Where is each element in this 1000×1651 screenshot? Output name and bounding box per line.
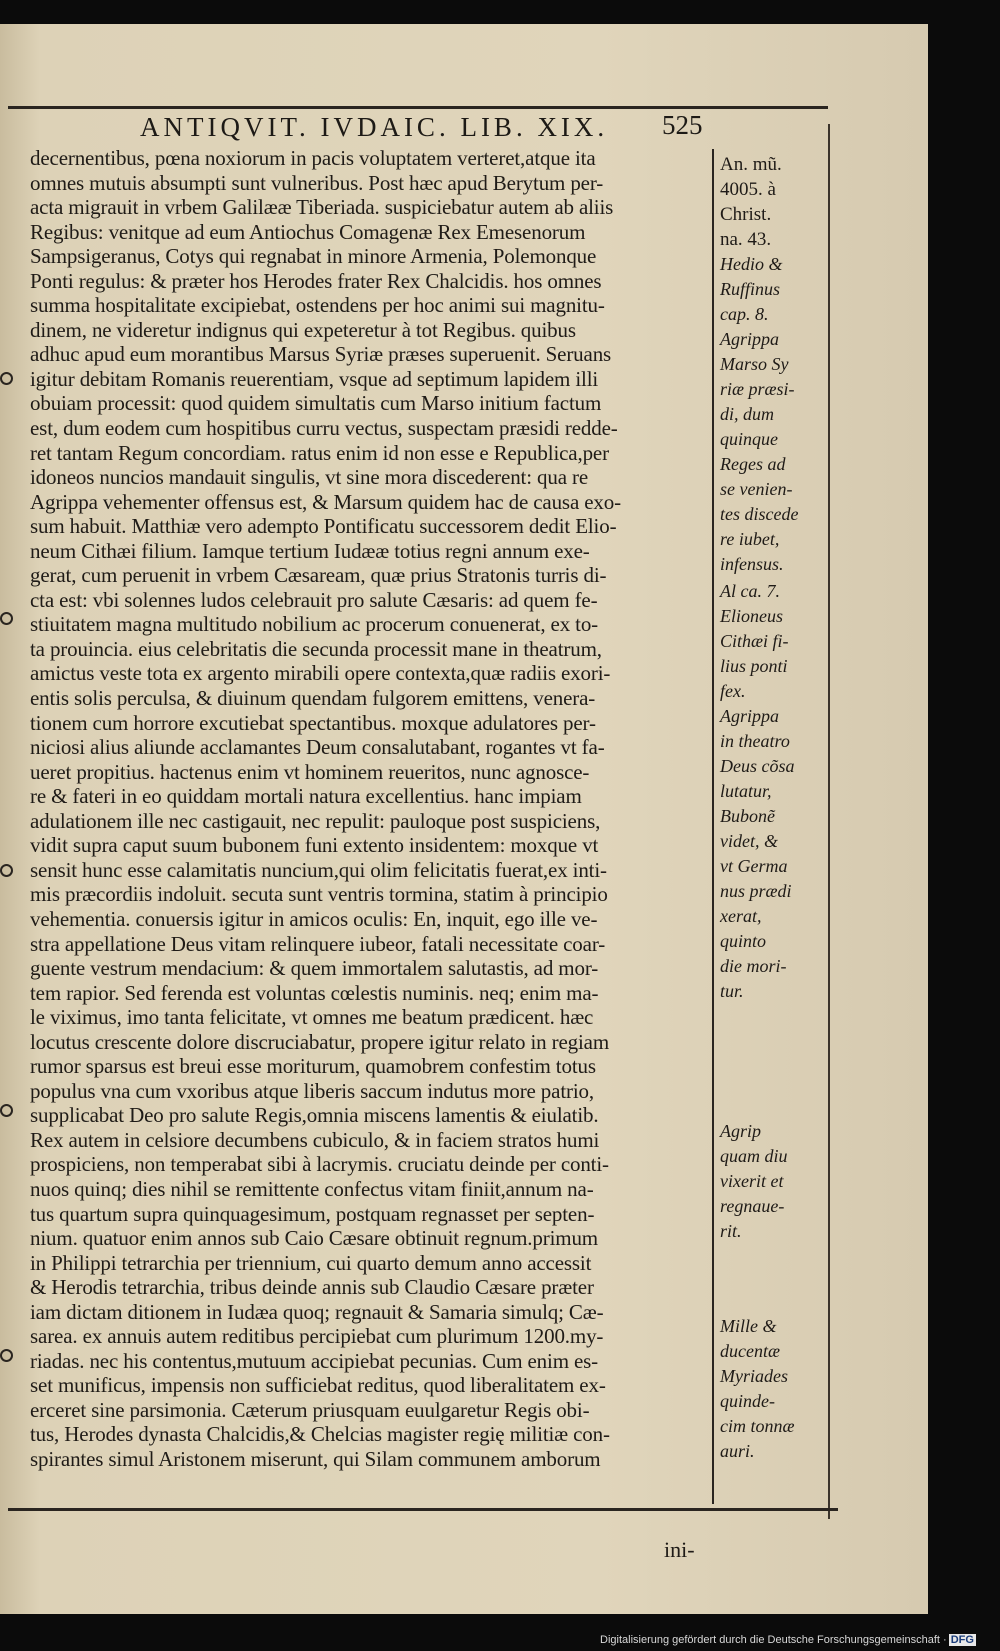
binding-hole-icon bbox=[0, 1349, 13, 1362]
text-line: Rex autem in celsiore decumbens cubiculo, & in faciem stratos humi bbox=[30, 1127, 600, 1152]
margin-line: Marso Sy bbox=[720, 354, 789, 374]
margin-line: tur. bbox=[720, 981, 744, 1001]
book-page bbox=[0, 24, 928, 1614]
margin-line: rit. bbox=[720, 1221, 742, 1241]
main-text-column bbox=[30, 146, 710, 1472]
text-line: neum Cithæi filium. Iamque tertium Iudææ totius regni annum exe- bbox=[30, 538, 590, 563]
text-line: vidit supra caput suum bubonem funi extento insidentem: moxque vt bbox=[30, 833, 599, 858]
margin-line: Myriades bbox=[720, 1366, 788, 1386]
margin-line: Mille & bbox=[720, 1316, 777, 1336]
margin-note-sources bbox=[720, 252, 826, 327]
text-line: re & fateri in eo quiddam mortali natura excellentius. hanc impiam bbox=[30, 784, 582, 809]
text-line: Sampsigeranus, Cotys qui regnabat in minore Armenia, Polemonque bbox=[30, 244, 597, 269]
text-line: amictus veste tota ex argento mirabili opere contexta,quæ radiis exori- bbox=[30, 661, 611, 686]
margin-line: Bubonẽ bbox=[720, 806, 775, 826]
margin-line: Al ca. 7. bbox=[720, 581, 780, 601]
margin-line: Christ. bbox=[720, 204, 772, 225]
margin-rule bbox=[828, 124, 830, 1519]
margin-line: Deus cõsa bbox=[720, 756, 795, 776]
text-line: omnes mutuis absumpti sunt vulneribus. Post hæc apud Berytum per- bbox=[30, 170, 604, 195]
text-line: tem rapior. Sed ferenda est voluntas cœlestis numinis. neq; enim ma- bbox=[30, 980, 599, 1005]
margin-line: Ruffinus bbox=[720, 279, 781, 299]
text-line: tus, Herodes dynasta Chalcidis,& Chelcias magister regię militiæ con- bbox=[30, 1422, 610, 1447]
text-line: ueret propitius. hactenus enim vt hominem reueritos, nunc agnosce- bbox=[30, 759, 590, 784]
text-line: iam dictam ditionem in Iudæa quoq; regnauit & Samaria simulq; Cæ- bbox=[30, 1299, 604, 1324]
text-line: stiuitatem magna multitudo nobilium ac procerum conuenerat, ex to- bbox=[30, 612, 599, 637]
text-line: igitur debitam Romanis reuerentiam, vsque ad septimum lapidem illi bbox=[30, 366, 599, 391]
text-line: mis præcordiis indoluit. secuta sunt ventris tormina, statim à principio bbox=[30, 882, 608, 907]
text-line: set munificus, impensis non sufficiebat reditus, quod liberalitatem ex- bbox=[30, 1373, 606, 1398]
text-line: sensit hunc esse calamitatis nuncium,qui olim felicitatis fuerat,ex inti- bbox=[30, 857, 607, 882]
margin-line: 4005. à bbox=[720, 179, 776, 200]
margin-line: cap. 8. bbox=[720, 304, 769, 324]
margin-line: Cithæi fi- bbox=[720, 631, 789, 651]
margin-line: Agrippa bbox=[720, 329, 780, 349]
margin-note-elioneus bbox=[720, 579, 826, 704]
binding-hole-icon bbox=[0, 864, 13, 877]
margin-note-myriades bbox=[720, 1314, 826, 1464]
header-rule bbox=[8, 106, 828, 109]
text-line: Ponti regulus: & præter hos Herodes frater Rex Chalcidis. hos omnes bbox=[30, 268, 602, 293]
margin-line: infensus. bbox=[720, 554, 784, 574]
text-line: est, dum eodem cum hospitibus curru vectus, suspectam præsidi redde- bbox=[30, 416, 618, 441]
text-line: entis solis perculsa, & diuinum quendam fulgorem emittens, venera- bbox=[30, 686, 596, 711]
text-line: decernentibus, pœna noxiorum in pacis voluptatem verteret,atque ita bbox=[30, 146, 596, 170]
text-line: ret tantam Regum concordiam. ratus enim id non esse e Republica,per bbox=[30, 440, 609, 465]
text-line: Agrippa vehementer offensus est, & Marsum quidem hac de causa exo- bbox=[30, 489, 621, 514]
margin-line: tes discede bbox=[720, 504, 799, 524]
binding-hole-icon bbox=[0, 1104, 13, 1117]
dfg-logo: DFG bbox=[950, 1634, 974, 1646]
margin-line: cim tonnæ bbox=[720, 1416, 795, 1436]
margin-line: se venien- bbox=[720, 479, 793, 499]
margin-line: auri. bbox=[720, 1441, 755, 1461]
text-line: vehementia. conuersis igitur in amicos oculis: En, inquit, ego ille ve- bbox=[30, 906, 598, 931]
binding-hole-icon bbox=[0, 612, 13, 625]
margin-line: quinde- bbox=[720, 1391, 775, 1411]
digitization-credit bbox=[600, 1634, 976, 1646]
margin-line: die mori- bbox=[720, 956, 787, 976]
margin-line: nus prædi bbox=[720, 881, 792, 901]
text-line: nium. quatuor enim annos sub Caio Cæsare obtinuit regnum.primum bbox=[30, 1226, 598, 1251]
text-line: locutus crescente dolore discruciabatur, propere igitur relato in regiam bbox=[30, 1029, 610, 1054]
margin-line: fex. bbox=[720, 681, 746, 701]
text-line: riadas. nec his contentus,mutuum accipiebat pecunias. Cum enim es- bbox=[30, 1348, 599, 1373]
margin-line: riæ præsi- bbox=[720, 379, 795, 399]
margin-note-theatro bbox=[720, 704, 826, 1004]
text-line: adhuc apud eum morantibus Marsus Syriæ præses superuenit. Seruans bbox=[30, 342, 612, 367]
margin-line: vixerit et bbox=[720, 1171, 784, 1191]
catchword: ini- bbox=[664, 1537, 695, 1562]
text-line: acta migrauit in vrbem Galilææ Tiberiada. suspiciebatur autem ab aliis bbox=[30, 195, 614, 220]
margin-line: quam diu bbox=[720, 1146, 788, 1166]
margin-line: vt Germa bbox=[720, 856, 788, 876]
margin-note-date bbox=[720, 152, 826, 252]
text-line: le viximus, imo tanta felicitate, vt omnes me beatum prædicent. hæc bbox=[30, 1005, 594, 1030]
page-number: 525 bbox=[662, 110, 703, 140]
text-line: populus vna cum vxoribus atque liberis saccum indutus more patrio, bbox=[30, 1078, 594, 1103]
text-line: prospiciens, non temperabat sibi à lacrymis. cruciatu deinde per conti- bbox=[30, 1152, 609, 1177]
running-head: ANTIQVIT. IVDAIC. LIB. XIX. bbox=[140, 112, 609, 142]
credit-text: Digitalisierung gefördert durch die Deutsche Forschungsgemeinschaft · bbox=[600, 1634, 947, 1646]
text-line: sarea. ex annuis autem reditibus percipiebat cum plurimum 1200.my- bbox=[30, 1324, 604, 1349]
margin-line: Reges ad bbox=[720, 454, 786, 474]
margin-note-regnauerit bbox=[720, 1119, 826, 1244]
margin-line: na. 43. bbox=[720, 229, 772, 250]
margin-line: re iubet, bbox=[720, 529, 780, 549]
margin-line: Agrip bbox=[720, 1121, 762, 1141]
margin-line: lutatur, bbox=[720, 781, 772, 801]
margin-line: quinto bbox=[720, 931, 767, 951]
text-line: Regibus: venitque ad eum Antiochus Comagenæ Rex Emesenorum bbox=[30, 219, 586, 244]
text-line: stra appellatione Deus vitam relinquere iubeor, fatali necessitate coar- bbox=[30, 931, 606, 956]
margin-line: lius ponti bbox=[720, 656, 788, 676]
margin-line: di, dum bbox=[720, 404, 774, 424]
margin-line: regnaue- bbox=[720, 1196, 785, 1216]
text-line: tus quartum supra quinquagesimum, postquam regnasset per septen- bbox=[30, 1201, 595, 1226]
margin-line: An. mũ. bbox=[720, 154, 782, 175]
text-line: adulationem ille nec castigauit, nec repulit: pauloque post suspiciens, bbox=[30, 808, 601, 833]
text-line: ta prouincia. eius celebritatis die secunda processit mane in theatrum, bbox=[30, 636, 602, 661]
text-line: supplicabat Deo pro salute Regis,omnia miscens lamentis & eiulatib. bbox=[30, 1103, 599, 1128]
margin-line: Hedio & bbox=[720, 254, 783, 274]
text-line: niciosi alius aliunde acclamantes Deum consalutabant, rogantes vt fa- bbox=[30, 735, 605, 760]
text-line: guente vestrum mendacium: & quem immortalem salutastis, ad mor- bbox=[30, 956, 599, 981]
text-line: sum habuit. Matthiæ vero adempto Pontificatu successorem dedit Elio- bbox=[30, 514, 617, 539]
text-line: cta est: vbi solennes ludos celebrauit pro salute Cæsaris: ad quem fe- bbox=[30, 587, 598, 612]
text-line: gerat, cum peruenit in vrbem Cæsaream, quæ prius Stratonis turris di- bbox=[30, 563, 607, 588]
text-line: nuos quinq; dies nihil se remittente confectus vitam finiit,annum na- bbox=[30, 1176, 594, 1201]
text-line: spirantes simul Aristonem miserunt, qui Silam communem amborum bbox=[30, 1446, 601, 1471]
margin-line: xerat, bbox=[720, 906, 762, 926]
column-rule bbox=[712, 149, 714, 1504]
margin-line: quinque bbox=[720, 429, 778, 449]
text-line: tionem cum horrore excutiebat spectantibus. moxque adulatores per- bbox=[30, 710, 596, 735]
margin-line: in theatro bbox=[720, 731, 790, 751]
margin-line: ducentæ bbox=[720, 1341, 780, 1361]
text-line: rumor sparsus est breui esse moriturum, quamobrem confestim totus bbox=[30, 1054, 596, 1079]
text-line: & Herodis tetrarchia, tribus deinde annis sub Claudio Cæsare præter bbox=[30, 1275, 594, 1300]
margin-line: Agrippa bbox=[720, 706, 780, 726]
margin-line: Elioneus bbox=[720, 606, 783, 626]
text-line: summa hospitalitate excipiebat, ostendens per hoc animi sui magnitu- bbox=[30, 293, 605, 318]
text-line: obuiam processit: quod quidem simultatis cum Marso initium factum bbox=[30, 391, 602, 416]
text-line: in Philippi tetrarchia per triennium, cui quarto demum anno accessit bbox=[30, 1250, 592, 1275]
binding-hole-icon bbox=[0, 372, 13, 385]
footer-rule bbox=[8, 1508, 838, 1511]
text-line: idoneos nuncios mandauit singulis, vt sine mora discederent: qua re bbox=[30, 465, 588, 490]
margin-note-marsus bbox=[720, 327, 826, 577]
text-line: erceret sine parsimonia. Cæterum priusquam euulgaretur Regis obi- bbox=[30, 1397, 590, 1422]
margin-line: videt, & bbox=[720, 831, 778, 851]
text-line: dinem, ne videretur indignus qui expeteretur à tot Regibus. quibus bbox=[30, 317, 576, 342]
